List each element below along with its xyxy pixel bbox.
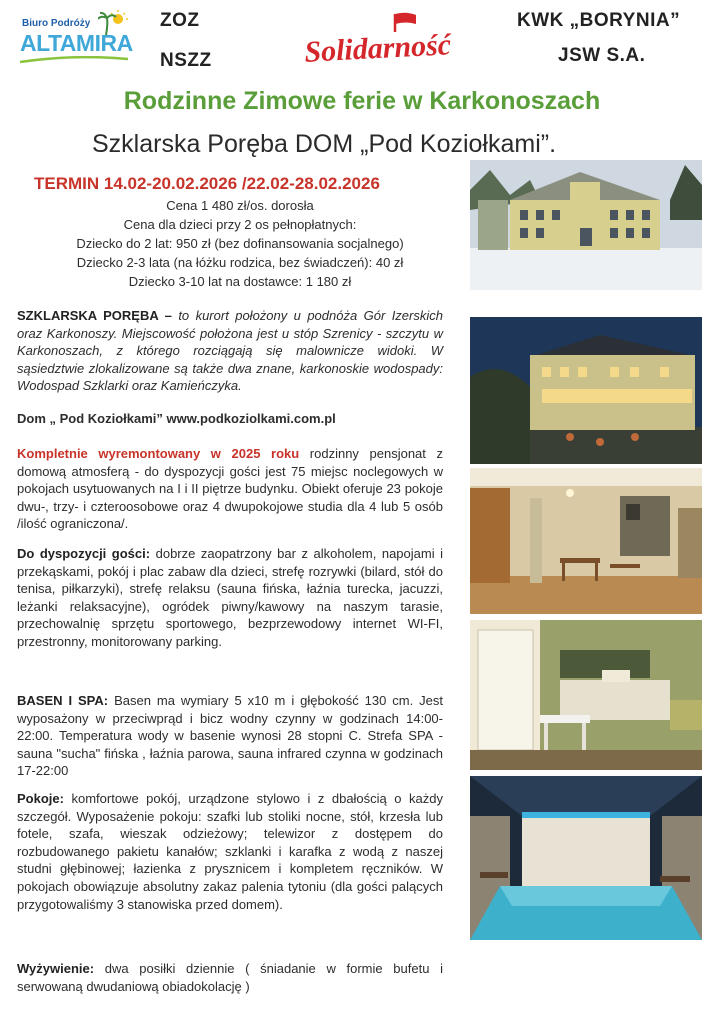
basen-label: BASEN I SPA: — [17, 693, 109, 708]
building-winter-photo — [470, 160, 702, 290]
flag-icon — [298, 10, 458, 75]
szklarska-paragraph — [17, 307, 443, 395]
remont-highlight: Kompletnie wyremontowany w 2025 roku — [17, 446, 300, 461]
basen-paragraph — [17, 692, 443, 780]
logo-swoosh-icon — [18, 56, 130, 64]
remont-paragraph — [17, 445, 443, 533]
page-subtitle: Szklarska Poręba DOM „Pod Koziołkami”. — [92, 130, 557, 158]
logo-tagline: Biuro Podróży — [22, 18, 91, 29]
basen-text: Basen ma wymiary 5 x10 m i głębokość 130 cm. Jest wyposażony w przeciwprąd i bicz wodny czynny w godzinach 14:00-22:00. Temperatura wody w basenie wynosi 28 stopni C. Strefa SPA - sauna "sucha" fińska , łaźnia parowa, sauna infrared czynna w godzinach 17-22:00 — [17, 693, 444, 779]
solidarnosc-logo — [298, 10, 458, 75]
price-line: Cena 1 480 zł/os. dorosła — [166, 198, 314, 213]
remont-text: rodzinny pensjonat z domową atmosferą - do dyspozycji gości jest 75 miejsc noclegowych w pokojach usytuowanych na I i II piętrze budynku. Obiekt oferuje 23 pokoje dwu-, trzy- i czteroosobowe oraz 4 dwupokojowe studia dla 4 lub 5 osób /ilość ograniczona/. — [17, 446, 443, 532]
dyspozycja-paragraph — [17, 545, 443, 651]
szklarska-label: SZKLARSKA PORĘBA – — [17, 308, 172, 323]
svg-text:Solidarność: Solidarność — [303, 28, 452, 69]
altamira-logo — [18, 10, 133, 62]
building-night-photo — [470, 317, 702, 464]
jsw-label: JSW S.A. — [558, 45, 646, 66]
price-line: Dziecko 3-10 lat na dostawce: 1 180 zł — [128, 274, 352, 289]
wyzywienie-paragraph — [17, 960, 443, 995]
dom-website-line: Dom „ Pod Koziołkami” www.podkoziolkami.com.pl — [17, 411, 336, 426]
pokoje-paragraph — [17, 790, 443, 913]
pool-photo — [470, 776, 702, 940]
wyzywienie-text: dwa posiłki dziennie ( śniadanie w formie bufetu i serwowaną dwudaniową obiadokolację ) — [17, 961, 443, 994]
dyspozycja-label: Do dyspozycji gości: — [17, 546, 151, 561]
dyspozycja-text: dobrze zaopatrzony bar z alkoholem, napojami i przekąskami, pokój i plac zabaw dla dzieci, strefę rozrywki (bilard, stół do tenisa, piłkarzyki), strefę relaksu (sauna fińska, łaźnia turecka, jacuzzi, leżanki relaksacyjne), ogródek piwny/kawowy na naszym tarasie, przechowalnię sprzętu sportowego, bezprzewodowy internet WI-FI, przestronny, monitorowany parking. — [17, 546, 443, 649]
price-line: Dziecko do 2 lat: 950 zł (bez dofinansowania socjalnego) — [76, 236, 404, 251]
page-title: Rodzinne Zimowe ferie w Karkonoszach — [123, 87, 601, 115]
termin-dates: TERMIN 14.02-20.02.2026 /22.02-28.02.2026 — [34, 174, 380, 193]
szklarska-text: to kurort położony u podnóża Gór Izerskich oraz Karkonoszy. Miejscowość położona jest u stóp Szrenicy - szczytu w Karkonoszach, z którego rozciągają się malownicze widoki. W sąsiedztwie zlokalizowane są także dwa znane, karkonoskie wodospady: Wodospad Szklarki oraz Kamieńczyka. — [17, 308, 443, 394]
restaurant-interior-photo — [470, 468, 702, 614]
zoz-label: ZOZ — [160, 10, 200, 31]
price-line: Cena dla dzieci przy 2 os pełnopłatnych: — [123, 217, 357, 232]
price-list — [30, 196, 450, 291]
price-line: Dziecko 2-3 lata (na łóżku rodzica, bez świadczeń): 40 zł — [76, 255, 404, 270]
wyzywienie-label: Wyżywienie: — [17, 961, 95, 976]
kwk-label: KWK „BORYNIA” — [517, 10, 681, 31]
bedroom-photo — [470, 620, 702, 770]
logo-wordmark: ALTAMIRA — [20, 30, 133, 56]
pokoje-label: Pokoje: — [17, 791, 64, 806]
nszz-label: NSZZ — [160, 50, 212, 71]
pokoje-text: komfortowe pokój, urządzone stylowo i z dbałością o każdy szczegół. Wyposażenie pokoju: szafki lub stoliki nocne, stół, krzesła lub fotele, szafa, wieszak odzieżowy; telewizor z dostępem do rozbudowanego pakietu kanałów; szklanki i karafka z wodą z naszej studni głębinowej; łazienka z prysznicem i kompletem ręczników. W pokojach obowiązuje absolutny zakaz palenia tytoniu (dla gości palących przygotowaliśmy 3 stanowiska przed domem). — [17, 791, 443, 912]
